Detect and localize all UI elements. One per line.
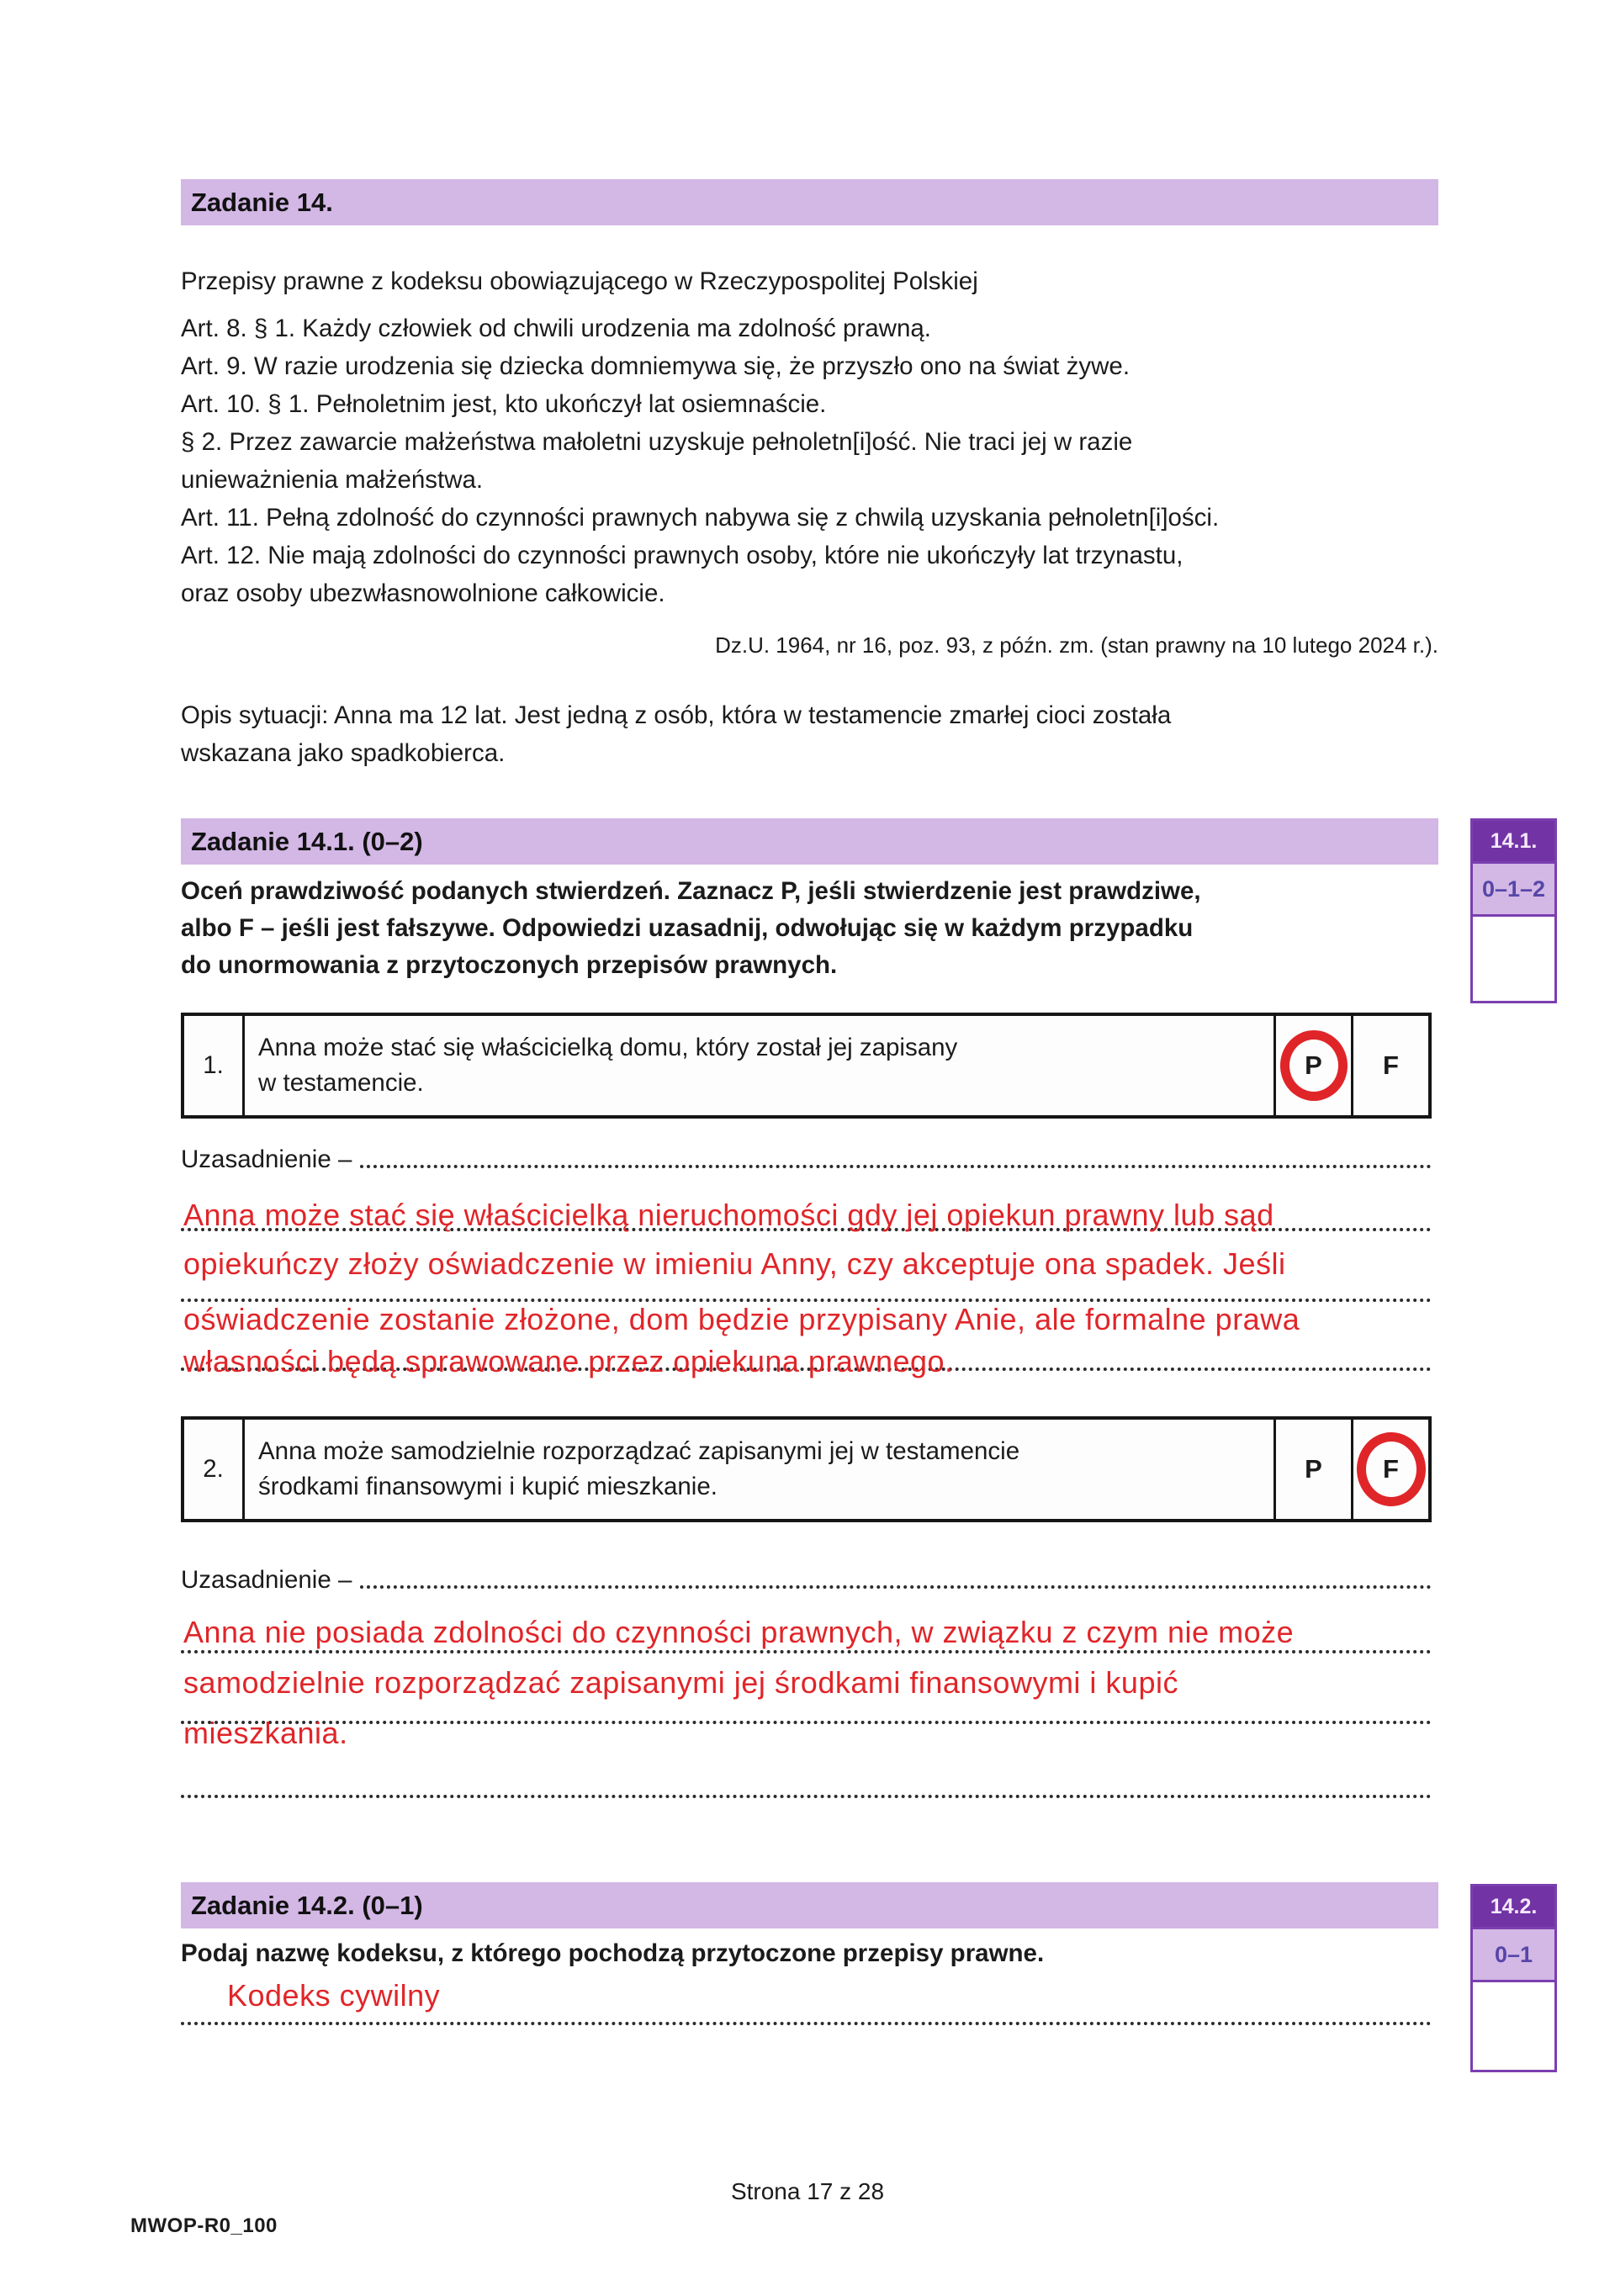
answer-dotted-line[interactable] [360,1165,1432,1168]
instruction-line: albo F – jeśli jest fałszywe. Odpowiedzi uzasadnij, odwołując się w każdym przypadku [181,914,1194,942]
handwritten-answer-line: Kodeks cywilny [227,1978,441,2013]
statement-cell [245,1016,1273,1115]
task-14-2-header-bar [181,1882,1438,1928]
answer-circle-mark [1357,1432,1426,1506]
statement-line: Anna może stać się właścicielką domu, który został jej zapisany [258,1034,958,1061]
handwritten-answer-line: Anna nie posiada zdolności do czynności prawnych, w związku z czym nie może [183,1615,1295,1649]
situation-paragraph [181,696,1438,772]
task-14-header-bar [181,179,1438,225]
score-box-scale: 0–1–2 [1473,861,1554,917]
lead-paragraph [181,262,1438,300]
answer-dotted-line[interactable] [181,1795,1432,1798]
p-option-label: P [1305,1050,1322,1080]
f-option-label: F [1383,1050,1399,1080]
uzasadnienie-row [181,1566,1432,1595]
answer-dotted-line[interactable] [181,2022,1432,2025]
f-option-cell[interactable] [1351,1420,1428,1519]
score-box-blank [1473,917,1554,1001]
handwritten-answer-line: oświadczenie zostanie złożone, dom będzie przypisany Anie, ale formalne prawa [183,1302,1300,1336]
handwritten-answer-line: Anna może stać się właścicielką nieruchomości gdy jej opiekun prawny lub sąd [183,1198,1274,1232]
task-14-2-title: Zadanie 14.2. (0–1) [191,1890,423,1920]
handwritten-answer-line: własności będą sprawowane przez opiekuna prawnego. [183,1344,954,1378]
statements-table-row-2 [181,1416,1432,1522]
handwritten-answer-line: opiekuńczy złoży oświadczenie w imieniu Anny, czy akceptuje ona spadek. Jeśli [183,1246,1286,1281]
article-line: § 2. Przez zawarcie małżeństwa małoletni uzyskuje pełnoletn[i]ość. Nie traci jej w razie [181,428,1133,456]
footer-page-number: Strona 17 z 28 [730,2178,885,2204]
row-number: 1. [184,1016,245,1115]
instruction-line: Podaj nazwę kodeksu, z którego pochodzą przytoczone przepisy prawne. [181,1939,1045,1967]
handwritten-answer-line: mieszkania. [183,1716,348,1750]
article-line: Art. 11. Pełną zdolność do czynności prawnych nabywa się z chwilą uzyskania pełnoletn[i]ości. [181,504,1220,532]
article-line: Art. 10. § 1. Pełnoletnim jest, kto ukończył lat osiemnaście. [181,390,827,418]
lead-line: Przepisy prawne z kodeksu obowiązującego w Rzeczypospolitej Polskiej [181,267,978,295]
article-line: Art. 12. Nie mają zdolności do czynności prawnych osoby, które nie ukończyły lat trzynastu, [181,542,1183,569]
answer-dotted-line[interactable] [181,1650,1432,1653]
article-line: oraz osoby ubezwłasnowolnione całkowicie. [181,579,665,607]
task-14-title: Zadanie 14. [191,187,333,217]
task-14-1-header-bar [181,818,1438,865]
statement-text [258,1434,1019,1505]
uzasadnienie-label: Uzasadnienie – [181,1566,352,1594]
legal-source: Dz.U. 1964, nr 16, poz. 93, z późn. zm. (stan prawny na 10 lutego 2024 r.). [715,632,1438,658]
score-box-label: 14.1. [1473,821,1554,861]
f-option-label: F [1383,1454,1399,1484]
instruction-paragraph-14-1 [181,873,1438,984]
article-line: Art. 9. W razie urodzenia się dziecka domniemywa się, że przyszło ono na świat żywe. [181,352,1130,380]
handwritten-answer-line: samodzielnie rozporządzać zapisanymi jej środkami finansowymi i kupić [183,1665,1178,1700]
statement-line: Anna może samodzielnie rozporządzać zapisanymi jej w testamencie [258,1437,1020,1465]
statement-line: w testamencie. [258,1069,424,1097]
article-line: Art. 8. § 1. Każdy człowiek od chwili urodzenia ma zdolność prawną. [181,315,931,342]
legal-articles [181,309,1438,612]
uzasadnienie-row [181,1145,1432,1174]
p-option-cell[interactable] [1273,1016,1351,1115]
footer-form-code: MWOP-R0_100 [130,2214,278,2237]
score-box-label: 14.2. [1473,1886,1554,1927]
p-option-label: P [1305,1454,1322,1484]
statement-line: środkami finansowymi i kupić mieszkanie. [258,1473,717,1500]
row-number: 2. [184,1420,245,1519]
answer-dotted-line[interactable] [181,1721,1432,1724]
instruction-line: Oceń prawdziwość podanych stwierdzeń. Zaznacz P, jeśli stwierdzenie jest prawdziwe, [181,877,1201,905]
score-box-14-1 [1470,818,1557,1003]
statements-table-row-1 [181,1013,1432,1119]
situation-line: Opis sytuacji: Anna ma 12 lat. Jest jedną z osób, która w testamencie zmarłej cioci została [181,701,1172,729]
instruction-paragraph-14-2 [181,1934,1438,1972]
uzasadnienie-label: Uzasadnienie – [181,1145,352,1173]
answer-dotted-line[interactable] [360,1585,1432,1589]
situation-line: wskazana jako spadkobierca. [181,739,506,767]
score-box-14-2 [1470,1884,1557,2072]
instruction-line: do unormowania z przytoczonych przepisów prawnych. [181,951,838,979]
answer-circle-mark [1280,1030,1348,1101]
f-option-cell[interactable] [1351,1016,1428,1115]
article-line: unieważnienia małżeństwa. [181,466,484,494]
p-option-cell[interactable] [1273,1420,1351,1519]
score-box-blank [1473,1982,1554,2070]
task-14-1-title: Zadanie 14.1. (0–2) [191,826,423,856]
score-box-scale: 0–1 [1473,1927,1554,1982]
statement-cell [245,1420,1273,1519]
statement-text [258,1030,957,1101]
